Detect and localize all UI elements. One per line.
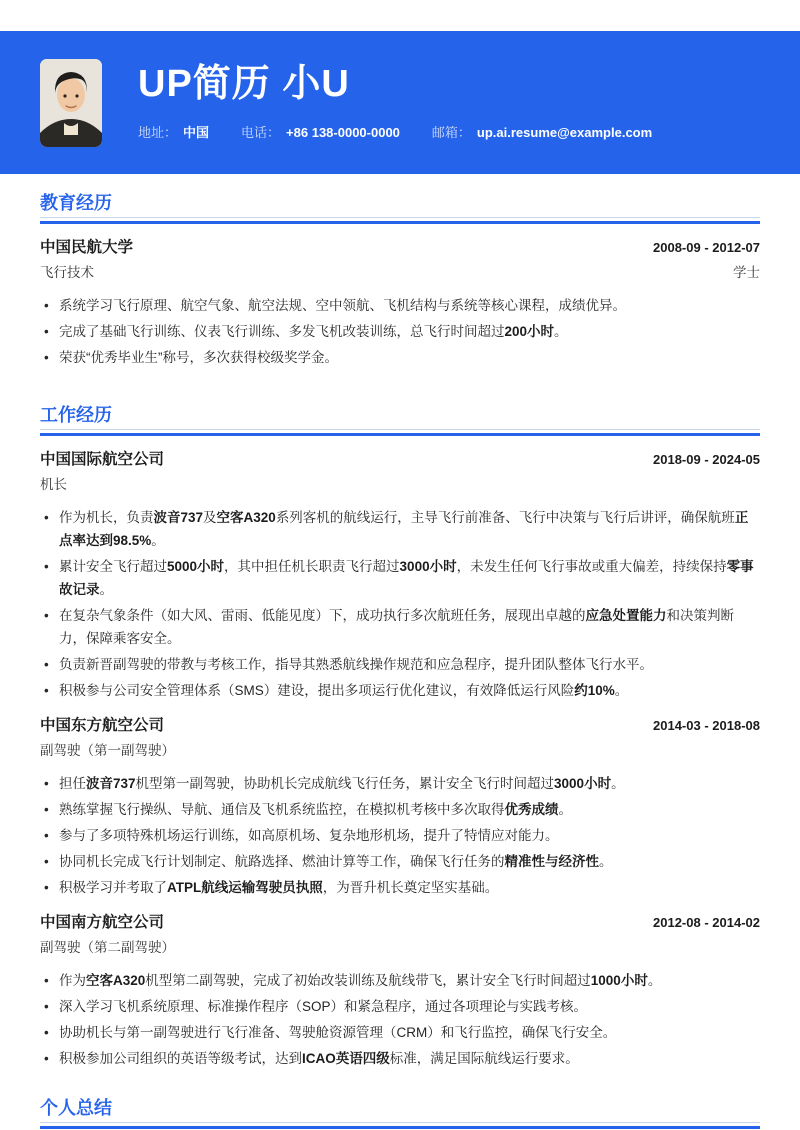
section-title-work: 工作经历 [40,405,112,425]
bullet-bold-text: 约10% [574,683,615,698]
role-title: 机长 [40,477,67,492]
bullet-list [40,969,760,1070]
bullet-text: 协助机长与第一副驾驶进行飞行准备、驾驶舱资源管理（CRM）和飞行监控，确保飞行安全。 [59,1025,617,1040]
entry-head-row [40,239,760,257]
entry-head-row [40,451,760,469]
bullet-bold-text: 空客A320 [86,973,146,988]
bullet-item [40,320,760,343]
bullet-bold-text: 3000小时 [554,776,612,791]
date-range: 2012-08 - 2014-02 [653,915,760,930]
experience-entry [40,239,760,369]
role-title: 副驾驶（第二副驾驶） [40,940,175,955]
bullet-list [40,294,760,369]
bullet-bold-text: 3000小时 [399,559,457,574]
phone-label: 电话： [241,124,281,140]
contact-phone [241,122,400,141]
bullet-item [40,346,760,369]
bullet-item [40,679,760,702]
section-title-summary: 个人总结 [40,1098,112,1118]
section-underline-thin [40,217,760,218]
section-summary [40,1098,760,1129]
bullet-bold-text: 精准性与经济性 [504,854,599,869]
bullet-bold-text: 1000小时 [590,973,648,988]
date-range: 2018-09 - 2024-05 [653,452,760,467]
bullet-bold-text: 波音737 [86,776,136,791]
bullet-item [40,653,760,676]
bullet-text: 。 [554,324,568,339]
section-work [40,405,760,1070]
bullet-list [40,506,760,702]
organization-name: 中国南方航空公司 [40,914,165,931]
role-title: 飞行技术 [40,265,94,280]
bullet-text: 积极参加公司组织的英语等级考试，达到 [59,1051,302,1066]
entry-sub-row [40,939,760,957]
email-label: 邮箱： [431,124,471,140]
bullet-text: 系统学习飞行原理、航空气象、航空法规、空中领航、飞机结构与系统等核心课程，成绩优异。 [59,298,626,313]
experience-entry [40,451,760,702]
bullet-item [40,798,760,821]
bullet-text: ，未发生任何飞行事故或重大偏差，持续保持 [456,559,727,574]
bullet-bold-text: 200小时 [504,324,555,339]
bullet-text: 熟练掌握飞行操纵、导航、通信及飞机系统监控，在模拟机考核中多次取得 [59,802,505,817]
bullet-item [40,1021,760,1044]
resume-header [0,31,800,174]
email-value: up.ai.resume@example.com [476,124,653,140]
organization-name: 中国民航大学 [40,239,134,256]
bullet-text: 和决策判断力，保障乘客安全。 [59,608,734,646]
bullet-text: 。 [599,854,613,869]
bullet-text: 。 [614,683,629,698]
bullet-text: 作为 [59,973,86,988]
address-value: 中国 [183,124,210,140]
bullet-text: 作为机长，负责 [59,510,154,525]
bullet-bold-text: 5000小时 [167,559,225,574]
bullet-item [40,604,760,650]
bullet-text: 系列客机的航线运行，主导飞行前准备、飞行中决策与飞行后讲评，确保航班 [275,510,735,525]
degree-label: 学士 [733,265,760,280]
resume-body [0,193,800,1129]
section-underline-thin [40,1122,760,1123]
entry-sub-row [40,742,760,760]
section-title-education: 教育经历 [40,193,112,213]
contact-email [432,122,652,141]
section-underline-thin [40,429,760,430]
bullet-bold-text: 应急处置能力 [585,608,667,623]
bullet-text: 积极参与公司安全管理体系（SMS）建设，提出多项运行优化建议，有效降低运行风险 [59,683,575,698]
bullet-text: 担任 [59,776,86,791]
bullet-text: 机型第一副驾驶，协助机长完成航线飞行任务，累计安全飞行时间超过 [135,776,555,791]
role-title: 副驾驶（第一副驾驶） [40,743,175,758]
bullet-text: 荣获“优秀毕业生”称号，多次获得校级奖学金。 [59,350,338,365]
bullet-text: 。 [99,582,113,597]
bullet-item [40,555,760,601]
entry-head-row [40,914,760,932]
experience-entry [40,717,760,899]
phone-value: +86 138-0000-0000 [286,124,400,140]
bullet-item [40,824,760,847]
bullet-item [40,1047,760,1070]
bullet-item [40,876,760,899]
bullet-item [40,772,760,795]
bullet-bold-text: 空客A320 [216,510,276,525]
entry-sub-row [40,264,760,282]
profile-photo-placeholder [40,59,102,147]
bullet-item [40,506,760,552]
bullet-text: ，为晋升机长奠定坚实基础。 [322,880,499,895]
bullet-text: 。 [647,973,662,988]
bullet-text: 。 [151,533,165,548]
bullet-text: 在复杂气象条件（如大风、雷雨、低能见度）下，成功执行多次航班任务，展现出卓越的 [59,608,586,623]
bullet-text: 深入学习飞机系统原理、标准操作程序（SOP）和紧急程序，通过各项理论与实践考核。 [59,999,588,1014]
bullet-text: 。 [611,776,625,791]
bullet-text: 及 [203,510,217,525]
bullet-text: ，其中担任机长职责飞行超过 [224,559,400,574]
bullet-bold-text: 零事故记录 [59,559,754,597]
organization-name: 中国东方航空公司 [40,717,165,734]
section-underline-thick [40,221,760,224]
bullet-item [40,850,760,873]
bullet-text: 完成了基础飞行训练、仪表飞行训练、多发飞机改装训练，总飞行时间超过 [59,324,505,339]
bullet-text: 累计安全飞行超过 [59,559,167,574]
page-top-margin [0,0,800,31]
section-underline-thick [40,433,760,436]
work-entries [40,451,760,1070]
bullet-item [40,995,760,1018]
bullet-text: 积极学习并考取了 [59,880,167,895]
entry-sub-row [40,476,760,494]
bullet-text: 。 [558,802,572,817]
contact-row [138,122,684,141]
bullet-text: 参与了多项特殊机场运行训练，如高原机场、复杂地形机场，提升了特情应对能力。 [59,828,559,843]
bullet-bold-text: ATPL航线运输驾驶员执照 [167,880,323,895]
bullet-list [40,772,760,899]
bullet-bold-text: 优秀成绩 [504,802,559,817]
bullet-text: 协同机长完成飞行计划制定、航路选择、燃油计算等工作，确保飞行任务的 [59,854,505,869]
date-range: 2014-03 - 2018-08 [653,718,760,733]
profile-photo [40,59,102,147]
candidate-name: UP简历 小U [138,63,350,106]
bullet-text: 机型第二副驾驶，完成了初始改装训练及航线带飞，累计安全飞行时间超过 [145,973,591,988]
bullet-text: 标准，满足国际航线运行要求。 [389,1051,579,1066]
education-entries [40,239,760,369]
bullet-bold-text: 正点率达到98.5% [59,510,749,548]
bullet-bold-text: ICAO英语四级 [302,1051,390,1066]
experience-entry [40,914,760,1070]
section-education [40,193,760,369]
bullet-bold-text: 波音737 [153,510,204,525]
section-underline-thick [40,1126,760,1129]
date-range: 2008-09 - 2012-07 [653,240,760,255]
bullet-text: 负责新晋副驾驶的带教与考核工作，指导其熟悉航线操作规范和应急程序，提升团队整体飞行水平。 [59,657,653,672]
organization-name: 中国国际航空公司 [40,451,165,468]
bullet-item [40,294,760,317]
bullet-item [40,969,760,992]
address-label: 地址： [138,124,178,140]
contact-address [138,122,209,141]
entry-head-row [40,717,760,735]
